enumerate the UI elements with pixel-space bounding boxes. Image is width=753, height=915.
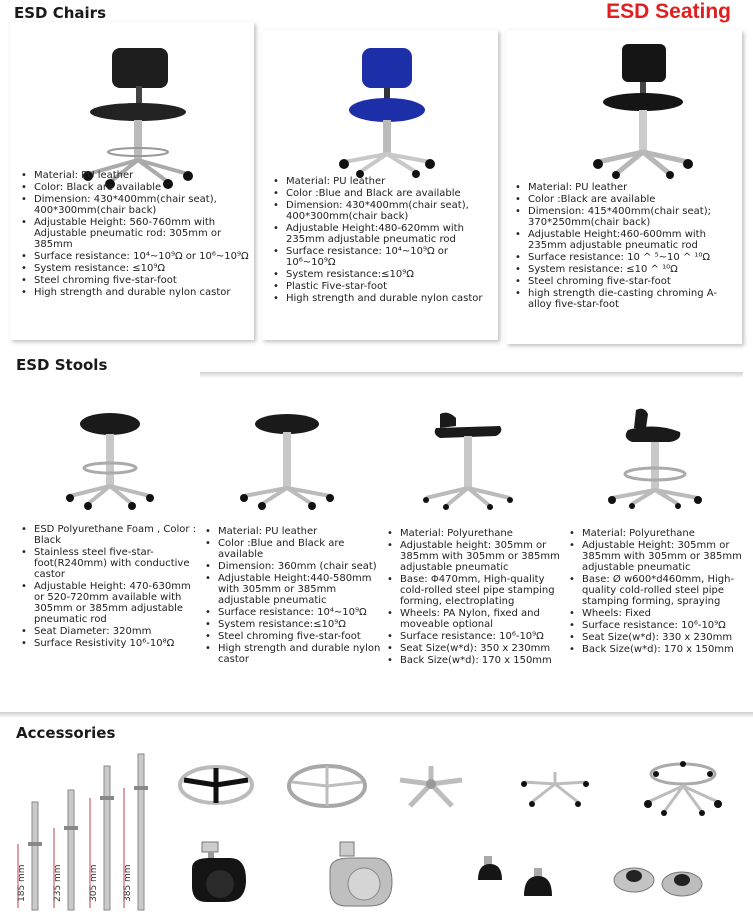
chair-2-spec: • Material: PU leather	[272, 176, 496, 187]
stool-2-spec: • Adjustable Height:440-580mm with 305mm or 385mm adjustable pneumatic	[204, 573, 382, 606]
pneumatic-rods-image	[10, 750, 170, 912]
chair-2-spec: • System resistance:≤10⁹Ω	[272, 269, 496, 280]
rod-185-label: 185 mm	[17, 864, 27, 902]
saddle-stool-image	[418, 406, 518, 510]
chair-3-spec: • Adjustable Height:460-600mm with 235mm adjustable pneumatic rod	[514, 229, 740, 251]
chrome-glides-image	[610, 852, 710, 902]
stool-3-spec: • Wheels: PA Nylon, fixed and moveable optional	[386, 608, 566, 630]
chair-2-spec: • High strength and durable nylon castor	[272, 293, 496, 304]
chair-1-spec: • Surface resistance: 10⁴~10⁹Ω or 10⁶~10⁹Ω	[20, 251, 252, 262]
stool-2-spec-list	[204, 526, 382, 666]
stool-2-spec: • Steel chroming five-star-foot	[204, 631, 382, 642]
stool-2-spec: • Surface resistance: 10⁴~10⁹Ω	[204, 607, 382, 618]
stool-3-spec: • Material: Polyurethane	[386, 528, 566, 539]
stool-2-spec: • Material: PU leather	[204, 526, 382, 537]
saddle-stool-with-footring-image	[600, 404, 710, 510]
chair-1-spec: • Color: Black are available	[20, 182, 252, 193]
chair-3-spec: • Material: PU leather	[514, 182, 740, 193]
chrome-castor-wheel-image	[326, 838, 396, 910]
chair-card-3	[506, 30, 742, 344]
chair-2-spec-list	[272, 176, 496, 305]
rod-235-label: 235 mm	[53, 864, 63, 902]
chair-2-spec: • Color :Blue and Black are available	[272, 188, 496, 199]
stool-3-spec: • Back Size(w*d): 170 x 150mm	[386, 655, 566, 666]
stool-1-spec: • ESD Polyurethane Foam , Color : Black	[20, 524, 200, 546]
rod-305-label: 305 mm	[89, 864, 99, 902]
chair-1-spec: • Material: PU leather	[20, 170, 252, 181]
chair-1-spec: • High strength and durable nylon castor	[20, 287, 252, 298]
stool-4-spec: • Surface resistance: 10⁶-10⁹Ω	[568, 620, 748, 631]
chair-card-2	[262, 30, 498, 340]
chair-1-spec-list	[20, 170, 252, 299]
black-esd-chair-alloy-base-image	[586, 40, 696, 180]
chair-card-1	[10, 22, 254, 340]
five-star-base-chrome-image	[396, 762, 466, 810]
stool-2-spec: • Dimension: 360mm (chair seat)	[204, 561, 382, 572]
five-star-base-with-glides-image	[518, 768, 592, 808]
black-glides-image	[476, 852, 566, 902]
stool-4-spec-list	[568, 528, 748, 656]
chair-3-spec: • high strength die-casting chroming A-alloy five-star-foot	[514, 288, 740, 310]
section-divider	[0, 712, 753, 718]
black-esd-chair-image	[70, 42, 200, 190]
stool-2-spec: • System resistance:≤10⁹Ω	[204, 619, 382, 630]
chair-3-spec: • Color :Black are available	[514, 194, 740, 205]
stool-4-spec: • Seat Size(w*d): 330 x 230mm	[568, 632, 748, 643]
foot-ring-chrome-image	[284, 758, 370, 814]
stool-3-spec: • Adjustable height: 305mm or 385mm with 305mm or 385mm adjustable pneumatic	[386, 540, 566, 573]
rod-385-label: 385 mm	[123, 864, 133, 902]
chair-1-spec: • Dimension: 430*400mm(chair seat), 400*300mm(chair back)	[20, 194, 252, 216]
esd-seating-brand-title: ESD Seating	[606, 0, 731, 23]
blue-esd-chair-image	[332, 44, 442, 178]
stool-4-spec: • Back Size(w*d): 170 x 150mm	[568, 644, 748, 655]
chair-1-spec: • System resistance: ≤10⁹Ω	[20, 263, 252, 274]
black-castor-wheel-image	[186, 838, 250, 908]
chair-3-spec-list	[514, 182, 740, 311]
accessories-title: Accessories	[16, 724, 116, 742]
chair-1-spec: • Adjustable Height: 560-760mm with Adjustable pneumatic rod: 305mm or 385mm	[20, 217, 252, 250]
stool-3-spec: • Seat Size(w*d): 350 x 230mm	[386, 643, 566, 654]
stool-4-spec: • Material: Polyurethane	[568, 528, 748, 539]
chair-3-spec: • Surface resistance: 10 ^ ⁵~10 ^ ¹⁰Ω	[514, 252, 740, 263]
esd-stools-title: ESD Stools	[16, 356, 108, 374]
esd-chairs-title: ESD Chairs	[14, 4, 106, 22]
section-divider	[200, 372, 743, 378]
chair-2-spec: • Adjustable Height:480-620mm with 235mm adjustable pneumatic rod	[272, 223, 496, 245]
stool-3-spec: • Surface resistance: 10⁶-10⁹Ω	[386, 631, 566, 642]
chair-3-spec: • Steel chroming five-star-foot	[514, 276, 740, 287]
stool-4-spec: • Base: Ø w600*d460mm, High-quality cold-rolled steel pipe stamping forming, spraying	[568, 574, 748, 607]
stool-1-spec: • Surface Resistivity 10⁶-10⁸Ω	[20, 638, 200, 649]
five-star-base-with-footring-image	[642, 756, 724, 816]
stool-3-spec: • Base: Φ470mm, High-quality cold-rolled steel pipe stamping forming, electroplating	[386, 574, 566, 607]
stool-3-spec-list	[386, 528, 566, 667]
stool-1-spec: • Adjustable Height: 470-630mm or 520-720mm available with 305mm or 385mm adjustable pneumatic rod	[20, 581, 200, 625]
stool-4-spec: • Adjustable Height: 305mm or 385mm with 305mm or 385mm adjustable pneumatic	[568, 540, 748, 573]
stool-1-spec: • Stainless steel five-star-foot(R240mm) with conductive castor	[20, 547, 200, 580]
stool-1-spec-list	[20, 524, 200, 650]
stool-1-spec: • Seat Diameter: 320mm	[20, 626, 200, 637]
chair-1-spec: • Steel chroming five-star-foot	[20, 275, 252, 286]
stool-2-spec: • High strength and durable nylon castor	[204, 643, 382, 665]
round-stool-with-footring-image	[60, 410, 160, 510]
chair-2-spec: • Plastic Five-star-foot	[272, 281, 496, 292]
chair-2-spec: • Surface resistance: 10⁴~10⁹Ω or 10⁶~10⁹Ω	[272, 246, 496, 268]
foot-ring-black-image	[176, 760, 256, 810]
round-stool-image	[232, 410, 342, 510]
stool-4-spec: • Wheels: Fixed	[568, 608, 748, 619]
chair-3-spec: • System resistance: ≤10 ^ ¹⁰Ω	[514, 264, 740, 275]
stool-2-spec: • Color :Blue and Black are available	[204, 538, 382, 560]
chair-3-spec: • Dimension: 415*400mm(chair seat); 370*250mm(chair back)	[514, 206, 740, 228]
chair-2-spec: • Dimension: 430*400mm(chair seat), 400*300mm(chair back)	[272, 200, 496, 222]
